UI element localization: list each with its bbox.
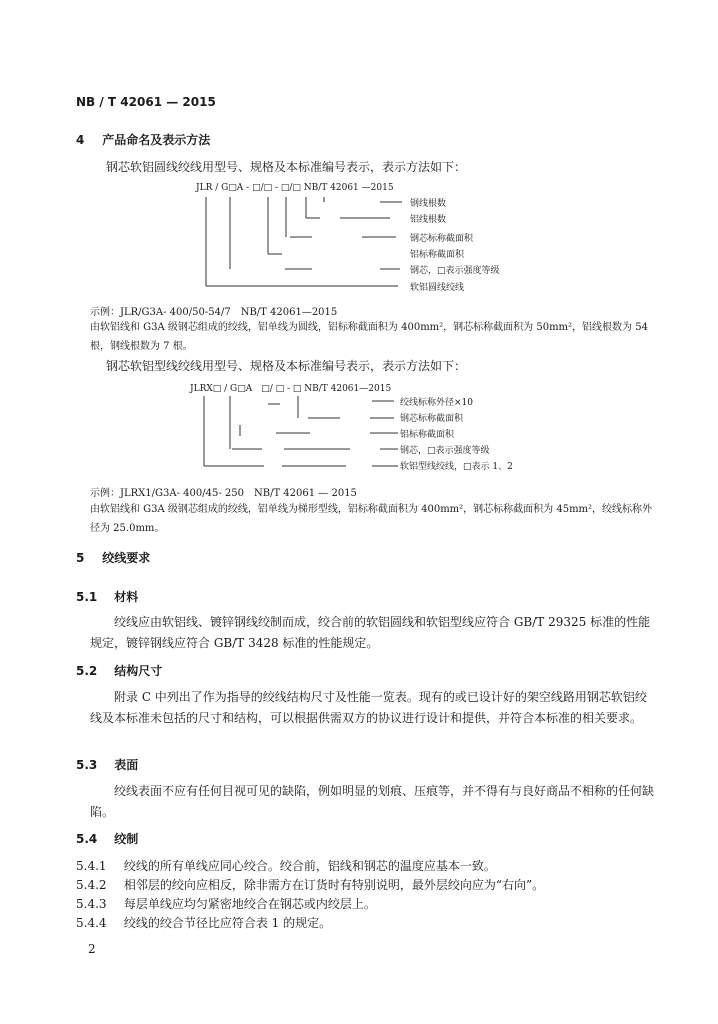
diagram-2-formula: JLRX□ / G□A □/ □ - □ NB/T 42061—2015 <box>190 384 392 394</box>
diagram-1-label-al-area: 铝标称截面积 <box>410 250 465 260</box>
diagram-2-label-steel-grade: 钢芯，□表示强度等级 <box>400 446 490 456</box>
example-1-description: 由软铝线和 G3A 级钢芯组成的绞线，铝单线为圆线，铝标称截面积为 400mm²，钢芯标称截面积为 50mm²，铝线根数为 54 根，钢线根数为 7 根。 <box>90 322 648 352</box>
item-5-4-1 <box>76 857 496 874</box>
section-5-number: 5 <box>76 551 85 565</box>
section-5-1-number: 5.1 <box>76 590 98 604</box>
example-1: 示例：JLR/G3A- 400/50-54/7 NB/T 42061—2015 <box>90 307 338 318</box>
naming-intro-2: 钢芯软铝型线绞线用型号、规格及本标准编号表示，表示方法如下： <box>106 359 467 373</box>
item-5-4-2-number: 5.4.2 <box>76 878 107 892</box>
section-5-3-heading <box>76 756 138 773</box>
section-5-1-text: 绞线应由软铝线、镀锌钢线绞制而成，绞合前的软铝圆线和软铝型线应符合 GB/T 29325 标准的性能规定，镀锌钢线应符合 GB/T 3428 标准的性能规定。 <box>90 615 651 650</box>
diagram-1-label-steel-count: 钢线根数 <box>410 199 447 209</box>
section-5-1-title: 材料 <box>114 590 139 604</box>
diagram-1-label-steel-grade: 钢芯，□表示强度等级 <box>410 266 500 276</box>
section-5-2-number: 5.2 <box>76 664 98 678</box>
section-5-title: 绞线要求 <box>102 551 151 565</box>
standard-code-header: NB / T 42061 — 2015 <box>76 95 216 109</box>
section-5-3-text: 绞线表面不应有任何目视可见的缺陷，例如明显的划痕、压痕等，并不得有与良好商品不相称的任何缺陷。 <box>90 784 655 819</box>
section-5-4-heading <box>76 830 138 847</box>
item-5-4-4-text: 绞线的绞合节径比应符合表 1 的规定。 <box>123 916 332 930</box>
item-5-4-4-number: 5.4.4 <box>76 916 107 930</box>
section-4-number: 4 <box>76 133 85 147</box>
diagram-1-label-al-count: 铝线根数 <box>410 215 447 225</box>
section-5-heading <box>76 549 150 566</box>
section-5-3-title: 表面 <box>114 758 139 772</box>
section-5-4-title: 绞制 <box>114 832 139 846</box>
diagram-2-label-steel-area: 钢芯标称截面积 <box>400 414 464 424</box>
example-2: 示例：JLRX1/G3A- 400/45- 250 NB/T 42061 — 2015 <box>90 488 357 499</box>
item-5-4-3-text: 每层单线应均匀紧密地绞合在钢芯或内绞层上。 <box>123 897 376 911</box>
item-5-4-3-number: 5.4.3 <box>76 897 107 911</box>
page-number: 2 <box>88 942 96 956</box>
example-2-description: 由软铝线和 G3A 级钢芯组成的绞线，铝单线为梯形型线，铝标称截面积为 400mm²，钢芯标称截面积为 45mm²，绞线标称外径为 25.0mm。 <box>90 504 653 534</box>
item-5-4-4 <box>76 914 331 931</box>
diagram-2-label-al-area: 铝标称截面积 <box>400 430 455 440</box>
diagram-2-label-outer-diameter: 绞线标称外径×10 <box>400 398 473 408</box>
diagram-1-label-steel-area: 钢芯标称截面积 <box>410 234 474 244</box>
section-5-2-heading <box>76 662 162 679</box>
section-5-1-heading <box>76 588 138 605</box>
section-4-title: 产品命名及表示方法 <box>102 133 211 147</box>
item-5-4-1-text: 绞线的所有单线应同心绞合。绞合前，铝线和钢芯的温度应基本一致。 <box>123 859 496 873</box>
diagram-1-label-conductor-type: 软铝圆线绞线 <box>410 283 465 293</box>
section-5-2-title: 结构尺寸 <box>114 664 163 678</box>
diagram-2-label-conductor-type: 软铝型线绞线，□表示 1、2 <box>400 462 513 472</box>
naming-intro-1: 钢芯软铝圆线绞线用型号、规格及本标准编号表示，表示方法如下： <box>106 160 467 174</box>
section-5-3-number: 5.3 <box>76 758 98 772</box>
item-5-4-2-text: 相邻层的绞向应相反，除非需方在订货时有特别说明，最外层绞向应为“右向”。 <box>123 878 545 892</box>
item-5-4-2 <box>76 876 544 893</box>
section-5-4-number: 5.4 <box>76 832 98 846</box>
diagram-1-formula: JLR / G□A - □/□ - □/□ NB/T 42061 —2015 <box>196 183 394 193</box>
section-5-2-text: 附录 C 中列出了作为指导的绞线结构尺寸及性能一览表。现有的或已设计好的架空线路用钢芯软铝绞线及本标准未包括的尺寸和结构，可以根据供需双方的协议进行设计和提供，并符合本标准的相关要求。 <box>90 690 647 725</box>
item-5-4-3 <box>76 895 376 912</box>
item-5-4-1-number: 5.4.1 <box>76 859 107 873</box>
